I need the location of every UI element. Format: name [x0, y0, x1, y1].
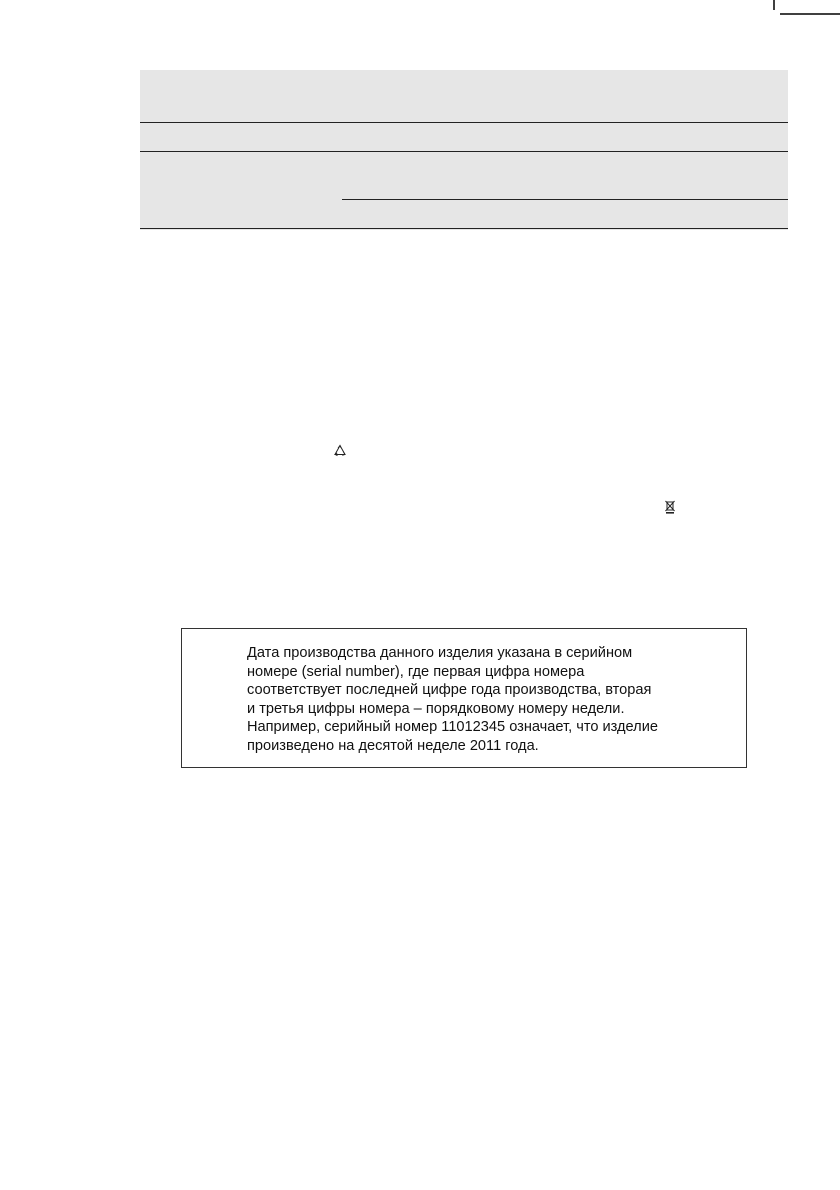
- header-rule: [140, 151, 788, 152]
- header-table-block: [140, 70, 788, 230]
- crop-marks: [0, 0, 840, 70]
- production-date-notice-text: Дата производства данного изделия указана в серийном номере (serial number), где первая цифра номера соответствует последней цифре года производства, вторая и третья цифры номера – порядковому номеру недели. Например, серийный номер 11012345 означает, что изделие произведено на десятой неделе 2011 года.: [247, 645, 658, 754]
- production-date-notice-box: [181, 628, 747, 768]
- crossed-out-bin-icon: [664, 500, 676, 514]
- header-rule: [140, 228, 788, 229]
- header-rule: [140, 122, 788, 123]
- recycle-icon: [333, 444, 347, 458]
- header-rule: [342, 199, 788, 200]
